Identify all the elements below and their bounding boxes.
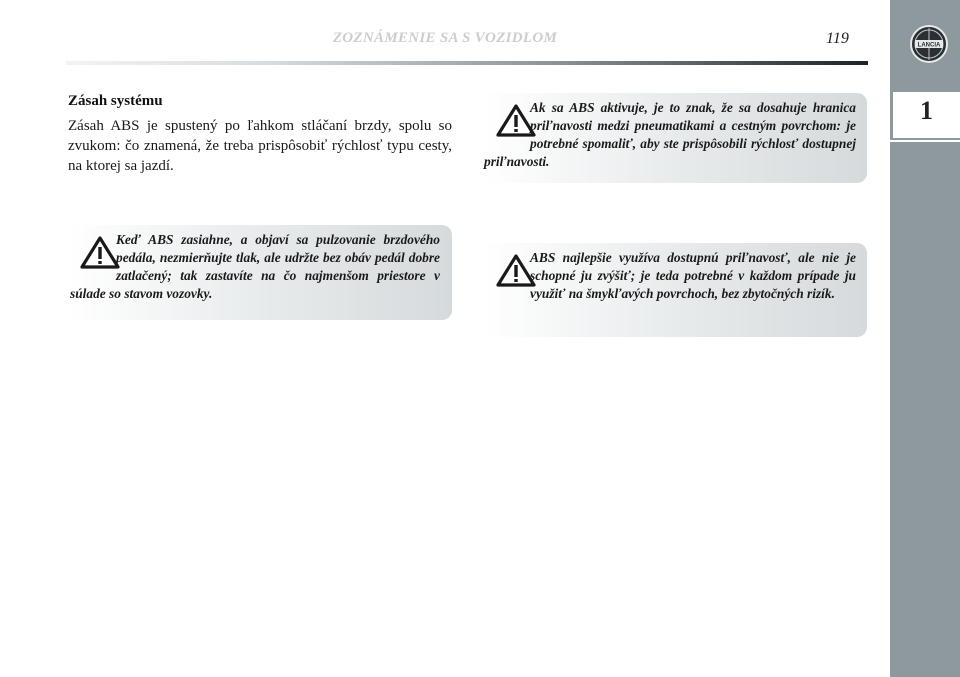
warning-text — [484, 249, 856, 303]
warning-text-content: Keď ABS zasiahne, a objaví sa pulzovanie brzdového pedála, nezmierňujte tlak, ale udržte bez obáv pedál dobre zatlačený; tak zastavíte na čo najmenšom priestore v súlade so stavom vozovky. — [70, 232, 440, 301]
chapter-number: 1 — [920, 96, 933, 125]
section-title: Zásah systému — [68, 93, 163, 109]
lancia-logo-icon — [909, 24, 949, 64]
running-header-title: ZOZNÁMENIE SA S VOZIDLOM — [332, 30, 558, 46]
warning-text-content: ABS najlepšie využíva dostupnú priľnavosť, ale nie je schopné ju zvýšiť; je teda potrebné v každom prípade ju využiť na šmykľavých povrchoch, bez zbytočných rizík. — [530, 250, 856, 301]
page-number: 119 — [826, 30, 849, 47]
warning-text-content: Ak sa ABS aktivuje, je to znak, že sa dosahuje hranica priľnavosti medzi pneumatikami a cestným povrchom: je potrebné spomaliť, aby ste prispôsobili rýchlosť dostupnej priľnavosti. — [484, 100, 856, 169]
logo-text: LANCIA — [917, 42, 941, 49]
section-body-text: Zásah ABS je spustený po ľahkom stláčaní brzdy, spolu so zvukom: čo znamená, že treba prispôsobiť rýchlosť typu cesty, na ktorej sa jazdí. — [68, 118, 452, 174]
warning-text — [70, 231, 440, 303]
header-rule — [66, 61, 868, 65]
warning-text — [484, 99, 856, 171]
chapter-rule — [890, 140, 960, 142]
